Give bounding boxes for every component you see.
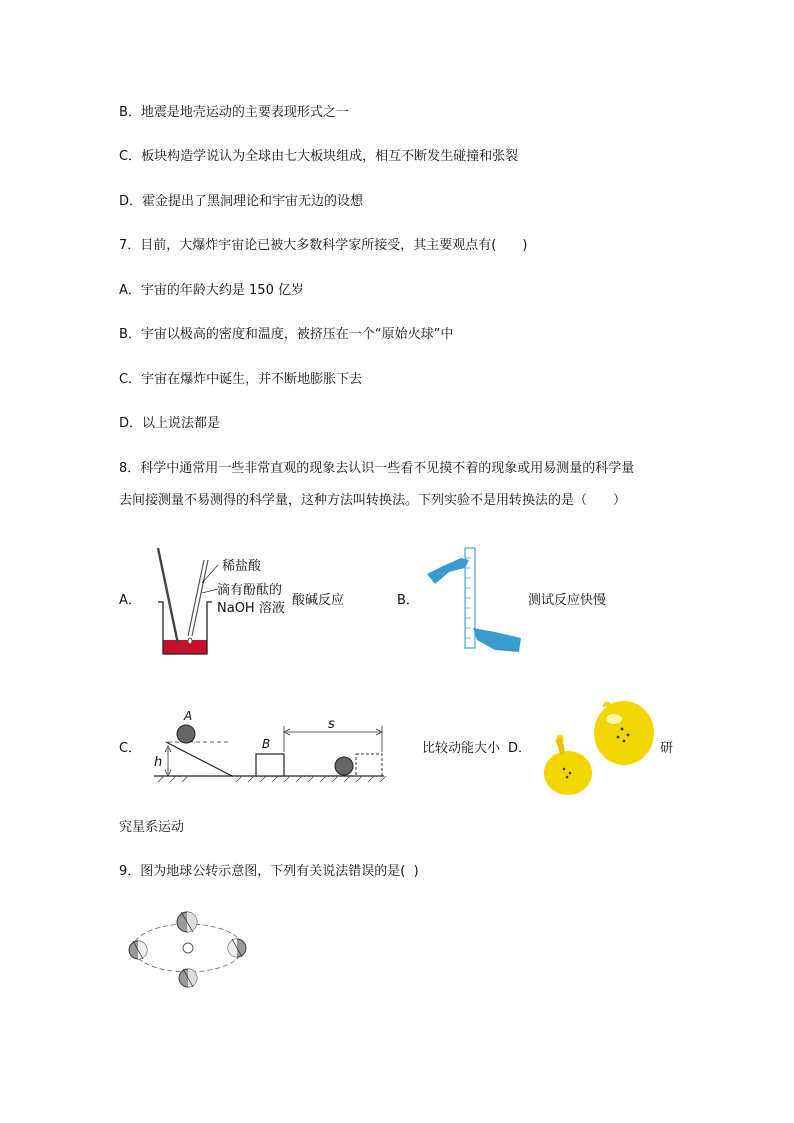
small-balloon bbox=[544, 751, 592, 795]
glass-rod bbox=[158, 548, 178, 644]
q9-stem: 9．图为地球公转示意图，下列有关说法错误的是( ) bbox=[119, 864, 419, 879]
sun-icon bbox=[183, 943, 193, 953]
balloon-figure bbox=[540, 695, 658, 799]
q8-option-a-caption: 酸碱反应 bbox=[292, 593, 345, 608]
incline bbox=[166, 742, 232, 776]
q7-option-d: D．以上说法都是 bbox=[119, 416, 221, 431]
q8-option-b-caption: 测试反应快慢 bbox=[528, 593, 607, 608]
q8-option-c-caption: 比较动能大小 bbox=[422, 741, 501, 756]
q7-option-c: C．宇宙在爆炸中诞生，并不断地膨胀下去 bbox=[119, 372, 363, 387]
q7-option-a: A．宇宙的年龄大约是 150 亿岁 bbox=[119, 283, 304, 298]
ball-a bbox=[177, 725, 195, 743]
q8-stem-line-1: 8．科学中通常用一些非常直观的现象去认识一些看不见摸不着的现象或用易测量的科学量 bbox=[119, 461, 635, 476]
q7-option-b: B．宇宙以极高的密度和温度，被挤压在一个“原始火球”中 bbox=[119, 327, 454, 342]
q8-option-b-letter: B． bbox=[397, 593, 419, 608]
q8-option-c-letter: C． bbox=[119, 741, 142, 756]
q6-option-d: D．霍金提出了黑洞理论和宇宙无边的设想 bbox=[119, 194, 364, 209]
q7-stem: 7．目前，大爆炸宇宙论已被大多数科学家所接受，其主要观点有( ) bbox=[119, 238, 528, 253]
label-phenolphthalein: 滴有酚酞的 bbox=[217, 583, 283, 598]
q8-option-a-letter: A． bbox=[119, 593, 141, 608]
q8-option-d-letter: D． bbox=[508, 741, 532, 756]
ball-a-end bbox=[335, 757, 353, 775]
label-h: h bbox=[154, 755, 163, 770]
q6-option-b: B．地震是地壳运动的主要表现形式之一 bbox=[119, 105, 349, 120]
label-s: s bbox=[328, 717, 335, 732]
q8-option-d-caption-end: 究星系运动 bbox=[119, 820, 185, 835]
block-b bbox=[256, 754, 284, 776]
ruler-reaction-figure bbox=[425, 540, 525, 652]
large-balloon bbox=[594, 701, 654, 765]
earth-orbit-figure bbox=[125, 908, 255, 992]
label-a: A bbox=[184, 709, 193, 723]
label-naoh: NaOH 溶液 bbox=[217, 601, 285, 616]
q6-option-c: C．板块构造学说认为全球由七大板块组成，相互不断发生碰撞和张裂 bbox=[119, 149, 519, 164]
block-b-end bbox=[356, 754, 382, 776]
kinetic-energy-figure bbox=[150, 708, 390, 790]
q8-option-d-caption-start: 研 bbox=[660, 741, 674, 756]
drop bbox=[188, 638, 192, 644]
label-b: B bbox=[262, 737, 271, 751]
red-solution bbox=[163, 640, 207, 654]
q8-stem-line-2: 去间接测量不易测得的科学量，这种方法叫转换法。下列实验不是用转换法的是（ ） bbox=[119, 493, 627, 508]
label-dilute-hcl: 稀盐酸 bbox=[222, 559, 262, 574]
top-hand bbox=[427, 558, 469, 584]
bottom-hand bbox=[473, 628, 521, 652]
